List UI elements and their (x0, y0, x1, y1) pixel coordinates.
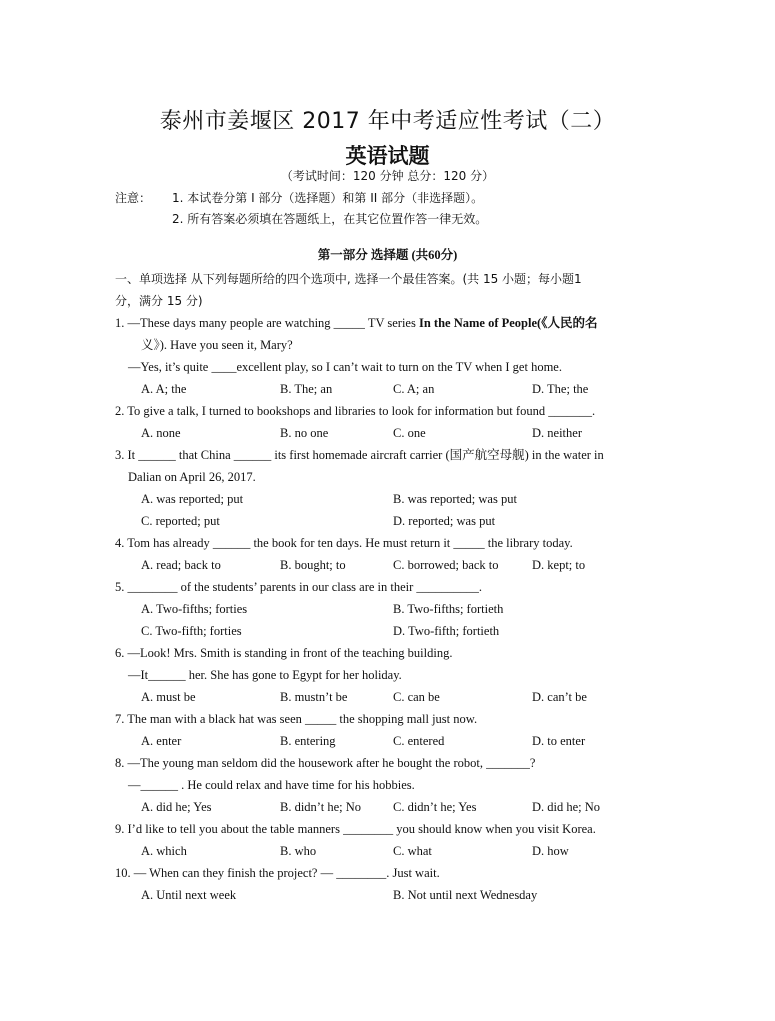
note-item-2: 2. 所有答案必须填在答题纸上，在其它位置作答一律无效。 (172, 212, 488, 226)
question-2-stem: 2. To give a talk, I turned to bookshops and libraries to look for information but found _______. (115, 404, 596, 418)
section1-instructions-line2: 分，满分 15 分) (115, 294, 203, 308)
option-b: B. Not until next Wednesday (393, 888, 538, 902)
question-9-stem: 9. I’d like to tell you about the table manners ________ you should know when you visit Korea. (115, 822, 596, 836)
question-8-reply: —______ . He could relax and have time for his hobbies. (128, 778, 415, 792)
option-c: C. can be (393, 690, 440, 704)
option-c: C. what (393, 844, 432, 858)
option-d: D. to enter (532, 734, 586, 748)
option-b: B. mustn’t be (280, 690, 348, 704)
option-b: B. didn’t he; No (280, 800, 362, 814)
question-8-stem: 8. —The young man seldom did the housework after he bought the robot, _______? (115, 756, 536, 770)
option-c: C. Two-fifth; forties (141, 624, 242, 638)
question-4-stem: 4. Tom has already ______ the book for ten days. He must return it _____ the library today. (115, 536, 573, 550)
option-a: A. A; the (141, 382, 187, 396)
option-c: C. didn’t he; Yes (393, 800, 477, 814)
option-a: A. did he; Yes (141, 800, 212, 814)
exam-info: （考试时间：120 分钟 总分：120 分） (280, 169, 495, 183)
question-3-stem-cont: Dalian on April 26, 2017. (128, 470, 256, 484)
option-c: C. entered (393, 734, 445, 748)
option-c: C. A; an (393, 382, 435, 396)
option-a: A. enter (141, 734, 182, 748)
option-d: D. neither (532, 426, 582, 440)
question-1-stem-cont: 义》). Have you seen it, Mary? (141, 338, 293, 352)
question-1-reply: —Yes, it’s quite ____excellent play, so I can’t wait to turn on the TV when I get home. (128, 360, 562, 374)
option-a: A. Until next week (141, 888, 237, 902)
option-b: B. who (280, 844, 317, 858)
option-d: D. how (532, 844, 569, 858)
question-10-stem: 10. — When can they finish the project? — ________. Just wait. (115, 866, 440, 880)
notes-label: 注意： (115, 191, 152, 205)
exam-title: 泰州市姜堰区 2017 年中考适应性考试（二） (159, 109, 616, 134)
option-d: D. can’t be (532, 690, 587, 704)
section1-instructions-line1: 一、单项选择 从下列每题所给的四个选项中, 选择一个最佳答案。(共 15 小题；每小题1 (115, 272, 582, 286)
question-7-stem: 7. The man with a black hat was seen _____ the shopping mall just now. (115, 712, 478, 726)
subject-title: 英语试题 (345, 144, 430, 168)
option-b: B. Two-fifths; fortieth (393, 602, 504, 616)
option-b: B. The; an (280, 382, 333, 396)
part1-title: 第一部分 选择题 (共60分) (317, 248, 458, 262)
option-a: A. read; back to (141, 558, 221, 572)
option-a: A. none (141, 426, 181, 440)
question-3-stem: 3. It ______ that China ______ its first homemade aircraft carrier (国产航空母舰) in the water in (115, 448, 604, 462)
option-b: B. bought; to (280, 558, 346, 572)
question-6-reply: —It______ her. She has gone to Egypt for her holiday. (128, 668, 402, 682)
option-d: D. kept; to (532, 558, 586, 572)
option-b: B. entering (280, 734, 336, 748)
option-b: B. was reported; was put (393, 492, 517, 506)
option-c: C. one (393, 426, 426, 440)
option-d: D. The; the (532, 382, 589, 396)
series-title: In the Name of People (418, 316, 538, 330)
option-b: B. no one (280, 426, 329, 440)
option-a: A. Two-fifths; forties (141, 602, 248, 616)
option-d: D. Two-fifth; fortieth (393, 624, 500, 638)
question-5-stem: 5. ________ of the students’ parents in our class are in their __________. (115, 580, 483, 594)
question-6-stem: 6. —Look! Mrs. Smith is standing in front of the teaching building. (115, 646, 453, 660)
question-1-stem: 1. —These days many people are watching _____ TV series In the Name of People(《人民的名 (115, 316, 598, 330)
option-d: D. reported; was put (393, 514, 496, 528)
note-item-1: 1. 本试卷分第 I 部分（选择题）和第 II 部分（非选择题）。 (172, 191, 484, 205)
option-d: D. did he; No (532, 800, 601, 814)
option-a: A. was reported; put (141, 492, 244, 506)
option-c: C. reported; put (141, 514, 220, 528)
option-c: C. borrowed; back to (393, 558, 499, 572)
option-a: A. which (141, 844, 187, 858)
option-a: A. must be (141, 690, 196, 704)
